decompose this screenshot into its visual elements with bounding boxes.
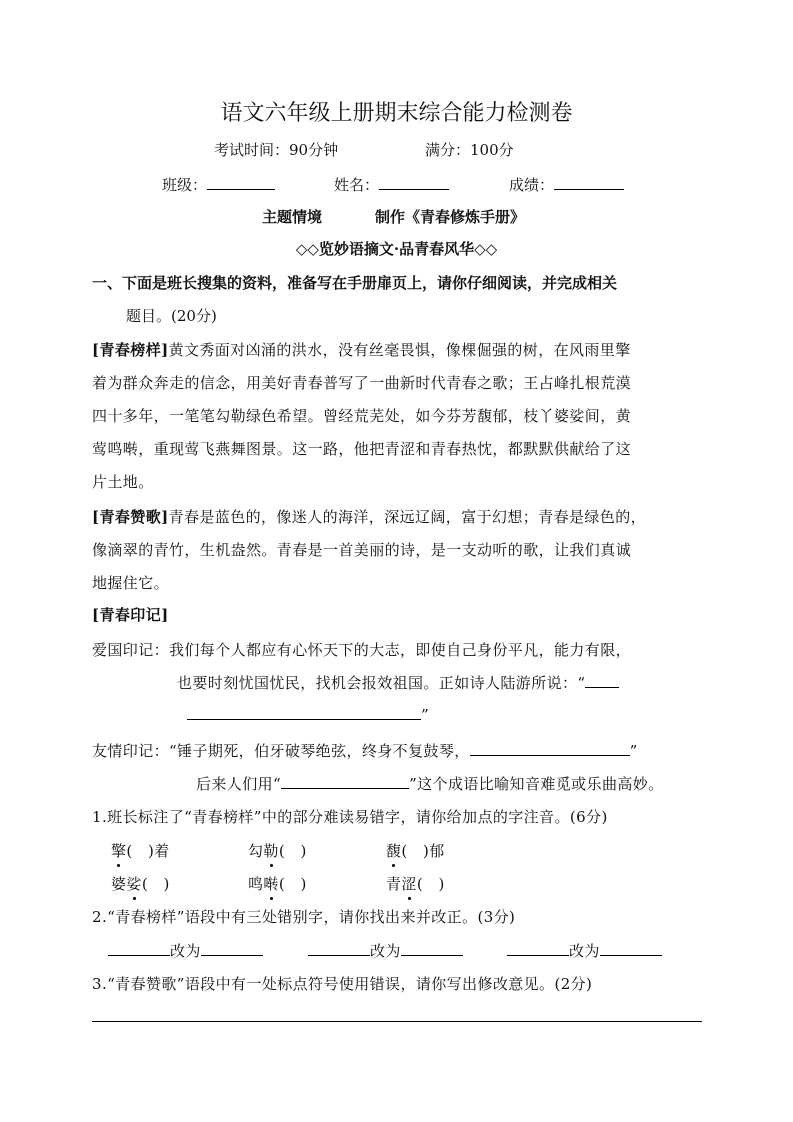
patriot-text-2: 也要时刻忧国忧民，找机会报效祖国。正如诗人陆游所说：“ (177, 674, 586, 692)
friend-text-2a: 后来人们用“ (196, 775, 282, 793)
pinyin-rest: ( ) (278, 875, 307, 893)
sub-question-1: 1.班长标注了“青春榜样”中的部分难读易错字，请你给加点的字注音。(6分) (92, 808, 608, 826)
right-char-blank-3[interactable] (600, 941, 662, 956)
pinyin-item-6[interactable] (386, 873, 445, 894)
theme-label: 主题情境 (262, 208, 323, 226)
zan-text-1: 青春是蓝色的，像迷人的海洋，深远辽阔，富于幻想；青春是绿色的， (168, 508, 647, 526)
friend-line-2 (196, 773, 664, 794)
pinyin-item-2[interactable] (248, 840, 307, 861)
dotted-char: 涩 (401, 875, 417, 893)
correction-pair-3 (507, 940, 662, 961)
dotted-char: 擎 (111, 842, 127, 860)
grade-label: 成绩： (509, 176, 555, 194)
sub-question-2: 2.“青春榜样”语段中有三处错别字，请你找出来并改正。(3分) (92, 908, 516, 926)
section-subtitle: ◇◇览妙语摘文·品青春风华◇◇ (295, 240, 498, 258)
patriot-close-quote: ” (421, 706, 430, 724)
pinyin-pre: 青 (386, 875, 402, 893)
full-score: 满分：100分 (425, 141, 514, 159)
right-char-blank-2[interactable] (401, 941, 463, 956)
zan-tag: [青春赞歌] (92, 508, 169, 526)
change-to-label: 改为 (569, 942, 600, 960)
patriot-line-1: 爱国印记：我们每个人都应有心怀天下的大志，即使自己身份平凡，能力有限， (92, 641, 632, 659)
dotted-char: 勒 (263, 842, 279, 860)
name-blank[interactable] (379, 175, 449, 190)
friend-line-1 (92, 740, 638, 761)
friend-close-quote: ” (629, 742, 638, 760)
right-char-blank-1[interactable] (201, 941, 263, 956)
wrong-char-blank-3[interactable] (507, 941, 569, 956)
yin-tag: [青春印记] (92, 606, 169, 624)
exam-time: 考试时间：90分钟 (214, 141, 339, 159)
pinyin-rest: ( )着 (126, 842, 170, 860)
idiom-blank[interactable] (281, 774, 409, 789)
pinyin-pre: 鸣 (248, 875, 264, 893)
bang-tag: [青春榜样] (92, 341, 169, 359)
bang-line-2: 着为群众奔走的信念，用美好青春普写了一曲新时代青春之歌；王占峰扎根荒漠 (92, 374, 632, 392)
class-field (162, 174, 275, 195)
poem-blank-a[interactable] (585, 673, 619, 688)
dotted-char: 啭 (263, 875, 279, 893)
name-label: 姓名： (334, 176, 380, 194)
friend-text-1: 友情印记：“锤子期死，伯牙破琴绝弦，终身不复鼓琴， (92, 742, 470, 760)
patriot-line-2 (177, 672, 619, 693)
correction-pair-2 (308, 940, 463, 961)
correction-pair-1 (108, 940, 263, 961)
patriot-line-3 (187, 705, 429, 724)
pinyin-rest: ( )郁 (401, 842, 445, 860)
poem-blank-b[interactable] (187, 705, 421, 720)
pinyin-item-5[interactable] (248, 873, 307, 894)
bang-line-5: 片土地。 (92, 473, 154, 491)
pinyin-item-3[interactable] (386, 840, 445, 861)
pinyin-pre: 婆 (111, 875, 127, 893)
wrong-char-blank-1[interactable] (108, 941, 170, 956)
question-1-heading-cont: 题目。(20分) (126, 307, 217, 325)
class-label: 班级： (162, 176, 208, 194)
change-to-label: 改为 (170, 942, 201, 960)
zan-line-3: 地握住它。 (92, 574, 170, 592)
bang-text-1: 黄文秀面对凶涌的洪水，没有丝毫畏惧，像棵倔强的树，在风雨里擎 (168, 341, 631, 359)
bang-line-3: 四十多年，一笔笔勾勒绿色希望。曾经荒芜处，如今芬芳馥郁，枝丫婆娑间，黄 (92, 407, 632, 425)
zan-line-1 (92, 506, 646, 527)
pinyin-rest: ( ) (416, 875, 445, 893)
wrong-char-blank-2[interactable] (308, 941, 370, 956)
question-1-heading: 一、下面是班长搜集的资料，准备写在手册扉页上，请你仔细阅读，并完成相关 (92, 274, 618, 292)
pinyin-rest: ( ) (141, 875, 170, 893)
pinyin-item-4[interactable] (111, 873, 170, 894)
pinyin-pre: 勾 (248, 842, 264, 860)
name-field (334, 174, 449, 195)
sub-question-3: 3.“青春赞歌”语段中有一处标点符号使用错误，请你写出修改意见。(2分) (92, 975, 593, 993)
zan-line-2: 像滴翠的青竹，生机盎然。青春是一首美丽的诗，是一支动听的歌，让我们真诚 (92, 541, 632, 559)
theme-title: 制作《青春修炼手册》 (375, 208, 526, 226)
change-to-label: 改为 (370, 942, 401, 960)
answer-line[interactable] (92, 1021, 702, 1022)
page-title: 语文六年级上册期末综合能力检测卷 (220, 101, 573, 126)
friend-text-2b: ”这个成语比喻知音难觅或乐曲高妙。 (409, 775, 664, 793)
bang-line-4: 莺鸣啭，重现莺飞燕舞图景。这一路，他把青涩和青春热忱，都默默供献给了这 (92, 440, 632, 458)
bang-line-1 (92, 339, 631, 360)
pinyin-rest: ( ) (278, 842, 307, 860)
friend-blank-a[interactable] (470, 741, 630, 756)
grade-field (509, 174, 624, 195)
pinyin-item-1[interactable] (111, 840, 170, 861)
dotted-char: 馥 (386, 842, 402, 860)
grade-blank[interactable] (554, 175, 624, 190)
dotted-char: 娑 (126, 875, 142, 893)
class-blank[interactable] (207, 175, 275, 190)
